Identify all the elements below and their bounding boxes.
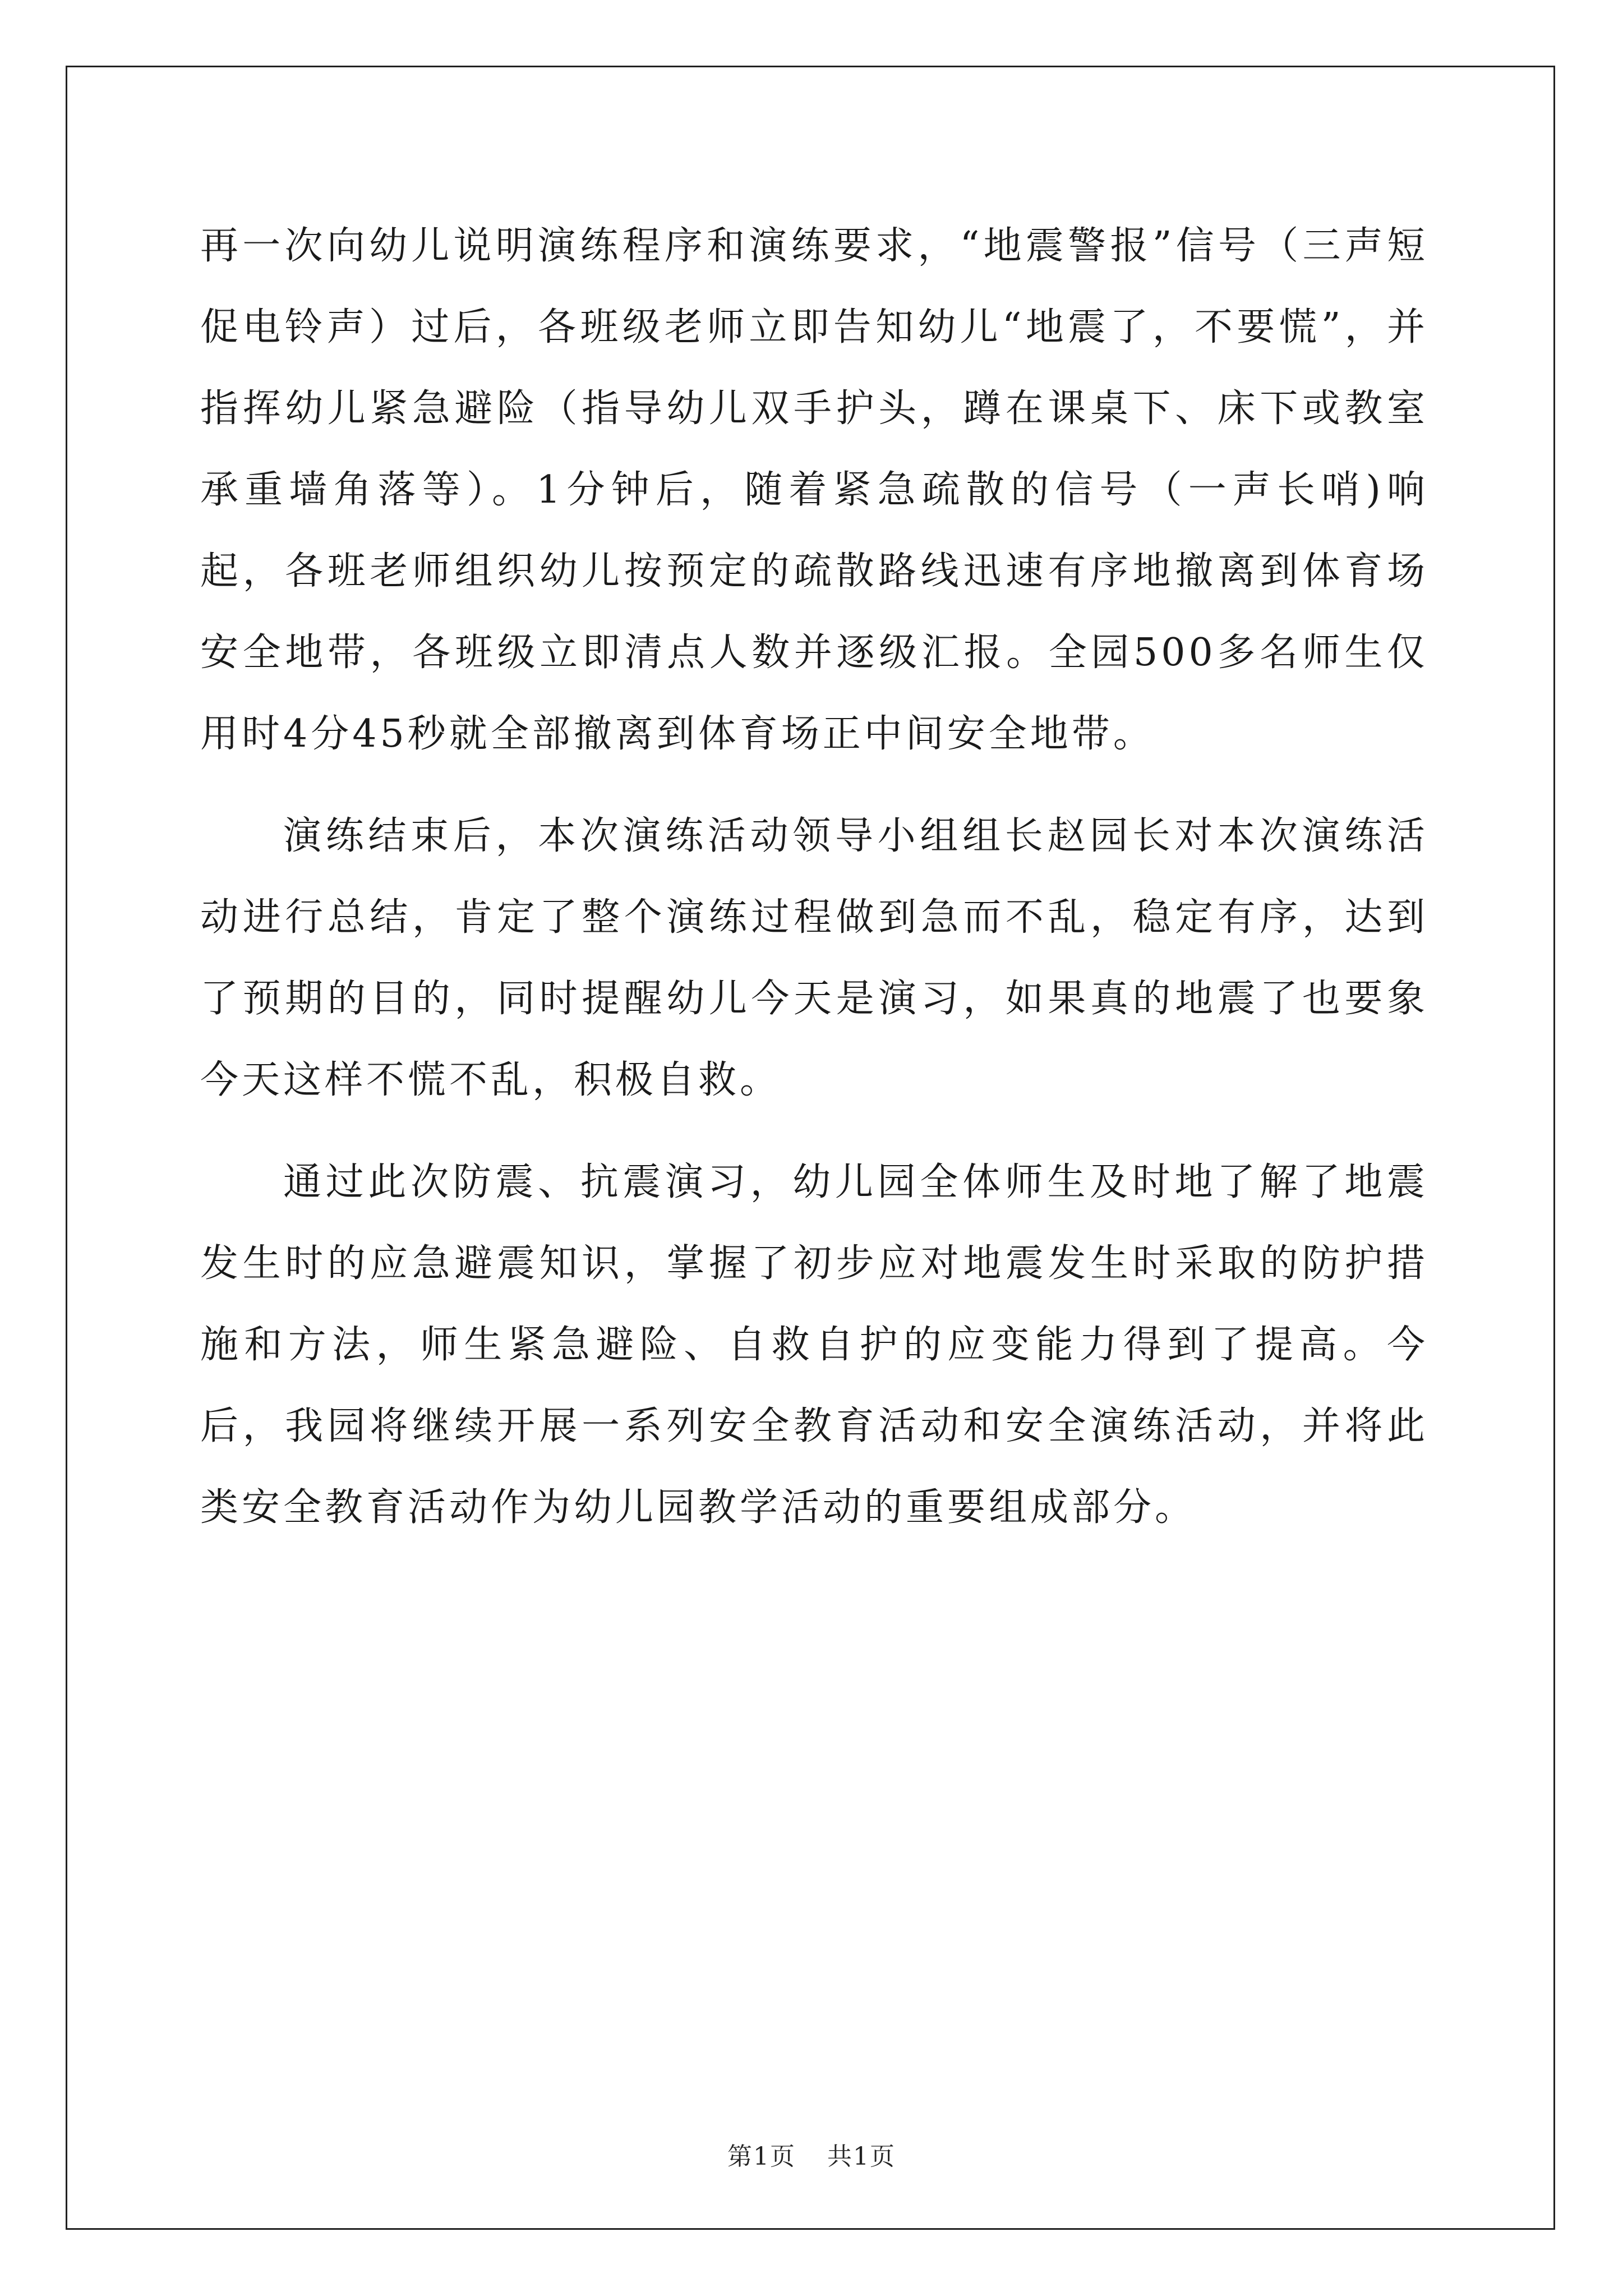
- paragraph-drill-procedure: 再一次向幼儿说明演练程序和演练要求，“地震警报”信号（三声短促电铃声）过后，各班级老师立即告知幼儿“地震了，不要慌”，并指挥幼儿紧急避险（指导幼儿双手护头，蹲在课桌下、床下或教室承重墙角落等）。1分钟后，随着紧急疏散的信号（一声长哨)响起，各班老师组织幼儿按预定的疏散路线迅速有序地撤离到体育场安全地带，各班级立即清点人数并逐级汇报。全园500多名师生仅用时4分45秒就全部撤离到体育场正中间安全地带。: [200, 224, 1428, 756]
- page-footer: [0, 2140, 1623, 2174]
- document-body: [200, 205, 1428, 1569]
- paragraph-conclusion: 通过此次防震、抗震演习，幼儿园全体师生及时地了解了地震发生时的应急避震知识，掌握了初步应对地震发生时采取的防护措施和方法，师生紧急避险、自救自护的应变能力得到了提高。今后，我园将继续开展一系列安全教育活动和安全演练活动，并将此类安全教育活动作为幼儿园教学活动的重要组成部分。: [200, 1160, 1428, 1530]
- paragraph-drill-summary: 演练结束后，本次演练活动领导小组组长赵园长对本次演练活动进行总结，肯定了整个演练过程做到急而不乱，稳定有序，达到了预期的目的，同时提醒幼儿今天是演习，如果真的地震了也要象今天这样不慌不乱，积极自救。: [200, 814, 1428, 1102]
- page-total: 共1页: [827, 2142, 896, 2171]
- page-number: 第1页: [727, 2142, 796, 2171]
